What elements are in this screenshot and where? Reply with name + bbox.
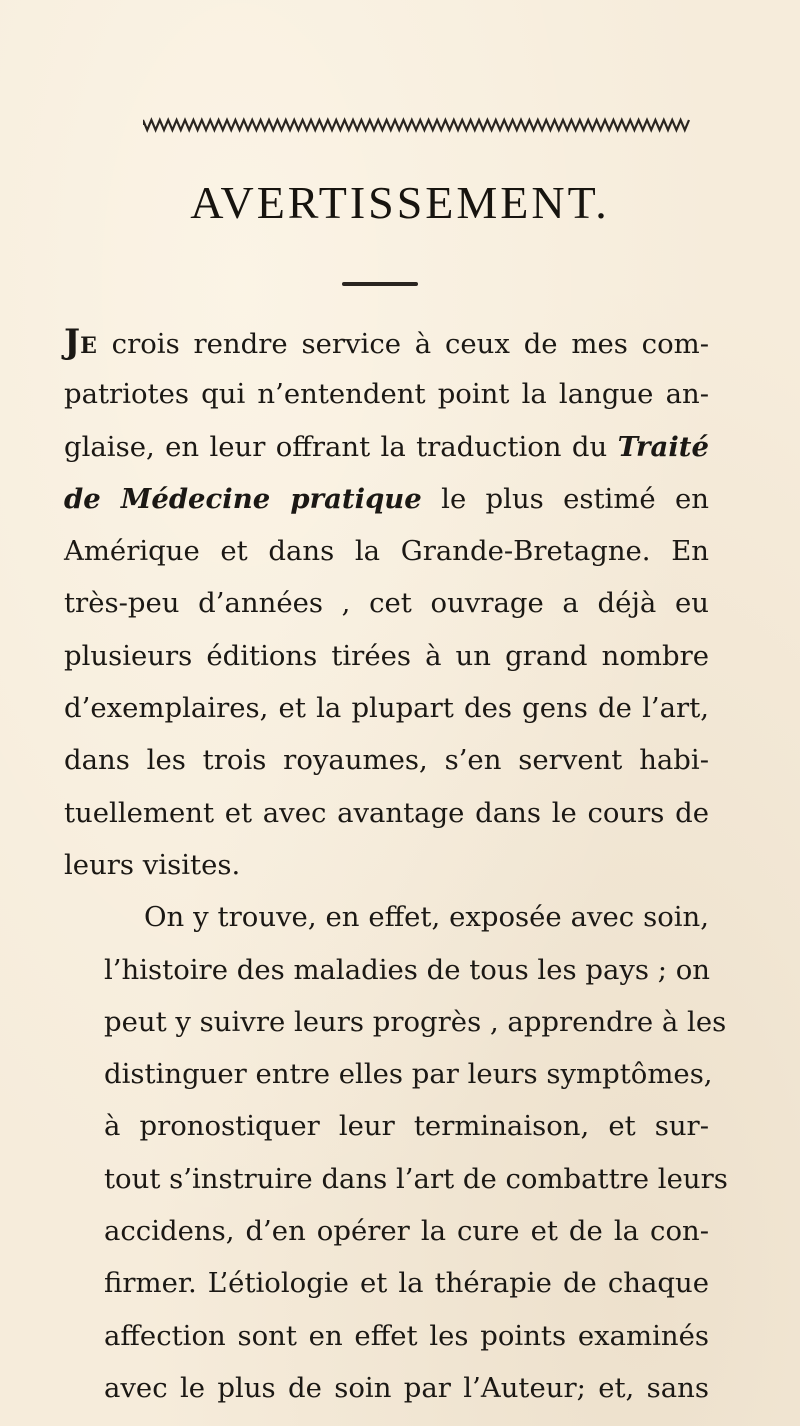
text-line: plusieurs éditions tirées à un grand nombre [64,639,709,672]
text-line: avec le plus de soin par l’Auteur; et, sans [104,1371,709,1404]
text-line [64,316,709,368]
text-line: On y trouve, en effet, exposée avec soin, [144,901,709,934]
document-body [64,316,728,1414]
text-line: l’histoire des maladies de tous les pays ; on [104,953,711,986]
paragraph-2 [64,891,728,1414]
line-text: glaise, en leur offrant la traduction du [64,430,618,463]
small-cap: E [80,333,98,359]
ornamental-border [143,114,691,136]
text-line [64,421,709,473]
page-title: AVERTISSEMENT. [190,177,610,228]
text-line: d’exemplaires, et la plupart des gens de l’art, [64,692,709,725]
line-text: le plus estimé en [421,482,710,515]
line-text: crois rendre service à ceux de mes com- [97,328,709,360]
text-line [64,473,709,525]
title-rule [342,282,418,286]
text-line: leurs visites. [64,848,241,881]
text-line: firmer. L’étiologie et la thérapie de chaque [104,1267,709,1300]
text-line: accidens, d’en opérer la cure et de la con- [104,1215,709,1248]
text-line: tuellement et avec avantage dans le cours de [64,796,709,829]
paragraph-1 [64,316,709,891]
text-line: dans les trois royaumes, s’en servent habi- [64,744,709,777]
text-line: patriotes qui n’entendent point la langue an- [64,378,709,411]
text-line: peut y suivre leurs progrès , apprendre à les [104,1005,727,1038]
text-line: tout s’instruire dans l’art de combattre leurs [104,1162,728,1195]
book-title-italic: Traité [617,430,709,463]
text-line: Amérique et dans la Grande-Bretagne. En [64,535,709,568]
text-line: très-peu d’années , cet ouvrage a déjà eu [64,587,709,620]
drop-cap: J [64,322,81,362]
book-title-italic: de Médecine pratique [64,482,422,515]
text-line: à pronostiquer leur terminaison, et sur- [104,1110,709,1143]
text-line: affection sont en effet les points examinés [104,1319,709,1352]
text-line: distinguer entre elles par leurs symptômes, [104,1058,713,1091]
